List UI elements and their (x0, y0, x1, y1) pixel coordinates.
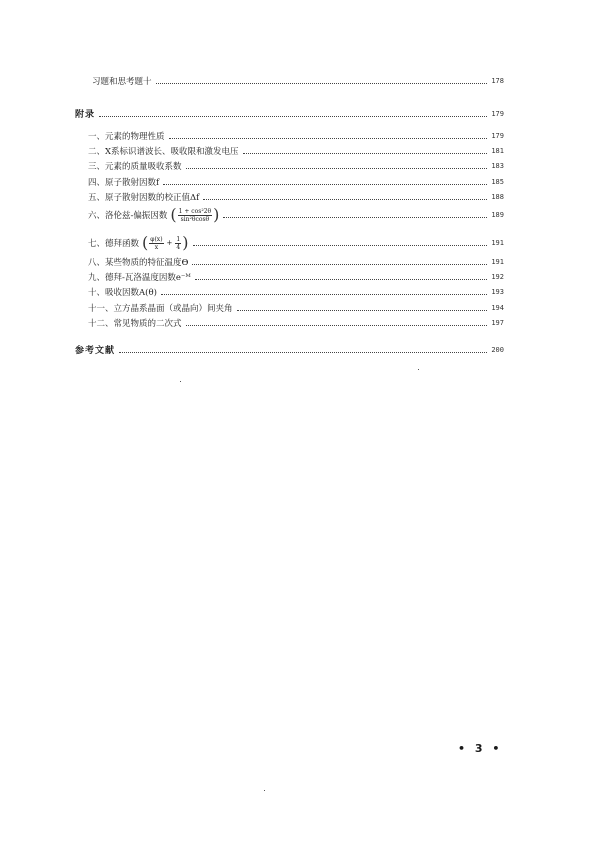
toc-entry-item (88, 232, 504, 254)
dot-leader (156, 82, 488, 84)
fraction-numerator: 1 + cos²2θ (178, 207, 212, 215)
toc-entry-page: 189 (491, 211, 504, 219)
dot-leader (99, 115, 487, 117)
toc-entry-item (88, 302, 504, 314)
fraction-denominator: sin²θcosθ (180, 215, 210, 223)
dot-leader (193, 244, 488, 246)
dot-leader (203, 198, 487, 200)
toc-entry-label: 十、吸收因数A(θ) (88, 288, 157, 298)
toc-entry-page: 191 (491, 239, 504, 247)
toc-entry-item (88, 160, 504, 172)
formula-fraction (175, 236, 181, 251)
toc-entry-page: 179 (491, 132, 504, 140)
toc-entry-page: 191 (491, 258, 504, 266)
toc-entry-page: 194 (491, 304, 504, 312)
toc-entry-label: 参考文献 (75, 346, 116, 356)
fraction-numerator: 1 (176, 235, 181, 243)
dot-leader (119, 351, 487, 353)
toc-entry-item (88, 286, 504, 298)
toc-entry-item (88, 145, 504, 157)
page-number: • 3 • (458, 742, 503, 755)
toc-entry-page: 193 (491, 288, 504, 296)
toc-entry-item (88, 130, 504, 142)
dot-leader (195, 278, 487, 280)
toc-entry-item (88, 191, 504, 203)
toc-entry-label: 五、原子散射因数的校正值Δf (88, 193, 200, 203)
toc-entry-label: 附录 (75, 110, 96, 120)
dot-leader (163, 183, 487, 185)
plus-sign: + (166, 239, 173, 247)
toc-entry-label: 三、元素的质量吸收系数 (88, 162, 182, 172)
fraction-numerator: φ(x) (150, 235, 163, 243)
toc-entry-label: 二、X系标识谱波长、吸收限和激发电压 (88, 147, 239, 157)
toc-entry-label: 十二、常见物质的二次式 (88, 319, 182, 329)
right-paren: ) (182, 233, 189, 252)
toc-entry-item (88, 271, 504, 283)
left-paren: ( (142, 233, 149, 252)
dot-leader (192, 263, 487, 265)
left-paren: ( (170, 205, 177, 224)
scan-speck (264, 790, 265, 791)
toc-entry-page: 185 (491, 178, 504, 186)
toc-entry-page: 181 (491, 147, 504, 155)
dot-leader (169, 137, 488, 139)
toc-entry-item (88, 176, 504, 188)
toc-entry-label: 十一、立方晶系晶面（或晶向）间夹角 (88, 304, 233, 314)
toc-entry-appendix (75, 107, 504, 120)
fraction-denominator: 4 (176, 243, 181, 251)
toc-entry-item (88, 317, 504, 329)
toc-entry-item (88, 204, 504, 226)
lorentz-polarization-formula (170, 207, 219, 223)
scan-speck (180, 381, 181, 382)
fraction-denominator: x (154, 243, 159, 251)
dot-leader (223, 216, 487, 218)
dot-leader (243, 152, 488, 154)
formula-fraction (149, 236, 163, 251)
toc-entry-references (75, 343, 504, 356)
dot-leader (186, 324, 488, 326)
toc-entry-label: 七、德拜函数 (88, 239, 140, 249)
toc-entry-label: 六、洛伦兹-偏振因数 (88, 211, 168, 221)
toc-entry-label: 九、德拜-瓦洛温度因数e⁻ᴹ (88, 273, 191, 283)
toc-entry-page: 197 (491, 319, 504, 327)
formula-fraction (178, 208, 213, 223)
dot-leader (237, 309, 488, 311)
toc-entry-label: 一、元素的物理性质 (88, 132, 165, 142)
toc-entry-exercises (92, 75, 504, 87)
debye-function-formula (142, 235, 188, 251)
dot-leader (161, 293, 487, 295)
toc-entry-page: 178 (491, 77, 504, 85)
toc-entry-page: 183 (491, 162, 504, 170)
toc-entry-label: 四、原子散射因数f (88, 178, 160, 188)
toc-entry-page: 188 (491, 193, 504, 201)
right-paren: ) (213, 205, 220, 224)
toc-entry-page: 192 (491, 273, 504, 281)
dot-leader (186, 167, 488, 169)
toc-entry-label: 八、某些物质的特征温度Θ (88, 258, 189, 268)
toc-entry-page: 200 (491, 345, 504, 354)
toc-entry-page: 179 (491, 109, 504, 118)
scan-speck (418, 369, 419, 370)
toc-entry-label: 习题和思考题十 (92, 77, 152, 87)
toc-entry-item (88, 256, 504, 268)
